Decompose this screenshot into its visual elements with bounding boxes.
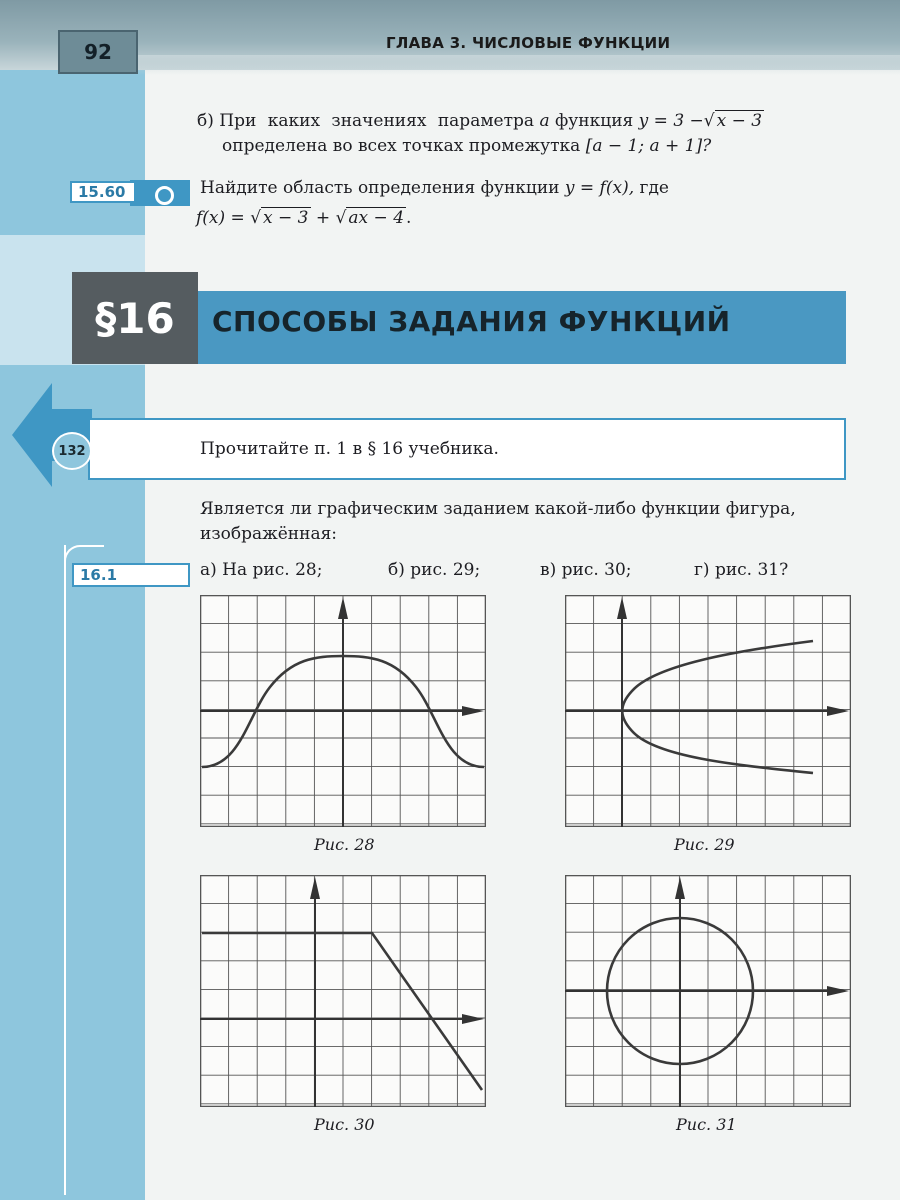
- problem-1560-formula: f(x) = √ x − 3 + √ ax − 4 .: [196, 208, 412, 228]
- header-fade: [130, 55, 900, 75]
- figure-29-graph: [565, 595, 851, 827]
- reference-text: Прочитайте п. 1 в § 16 учебника.: [200, 439, 499, 459]
- y-axis-arrow: [338, 597, 348, 619]
- exercise-number-badge: 16.1: [72, 563, 190, 587]
- exercise-margin-corner: [64, 545, 104, 565]
- y-axis-arrow: [310, 877, 320, 899]
- problem-1560-line1: Найдите область определения функции y = f(x), где: [200, 178, 669, 198]
- figure-31-graph: [565, 875, 851, 1107]
- figure-28-caption: Рис. 28: [314, 835, 375, 854]
- x-axis-arrow: [462, 706, 484, 716]
- difficulty-circle-icon: [155, 186, 174, 205]
- x-axis-arrow: [827, 706, 849, 716]
- x-axis-arrow: [462, 1014, 484, 1024]
- section-title: СПОСОБЫ ЗАДАНИЯ ФУНКЦИЙ: [212, 305, 731, 338]
- chapter-title: ГЛАВА 3. ЧИСЛОВЫЕ ФУНКЦИИ: [386, 34, 671, 52]
- problem-number-badge: 15.60: [70, 181, 136, 203]
- option-d: г) рис. 31?: [694, 560, 789, 580]
- exercise-margin-line: [64, 545, 66, 1195]
- figure-31-caption: Рис. 31: [676, 1115, 737, 1134]
- option-b: б) рис. 29;: [388, 560, 481, 580]
- grid: [200, 875, 486, 1107]
- y-axis-arrow: [617, 597, 627, 619]
- problem-part-b-line1: б) При каких значениях параметра a функция y = 3 −√ x − 3: [197, 111, 763, 131]
- option-c: в) рис. 30;: [540, 560, 632, 580]
- left-margin-band: [0, 0, 145, 1200]
- reference-number: 132: [52, 432, 92, 470]
- y-axis-arrow: [675, 877, 685, 899]
- page-number: 92: [58, 30, 138, 74]
- section-number: §16: [72, 272, 198, 364]
- piecewise-line: [202, 933, 482, 1090]
- problem-part-b-line2: определена во всех точках промежутка [a − 1; a + 1]?: [222, 136, 712, 156]
- figure-30-caption: Рис. 30: [314, 1115, 375, 1134]
- figure-30-graph: [200, 875, 486, 1107]
- question-line1: Является ли графическим заданием какой-либо функции фигура,: [200, 499, 796, 519]
- question-line2: изображённая:: [200, 524, 338, 544]
- figure-29-caption: Рис. 29: [674, 835, 735, 854]
- option-a: а) На рис. 28;: [200, 560, 323, 580]
- x-axis-arrow: [827, 986, 849, 996]
- figure-28-graph: [200, 595, 486, 827]
